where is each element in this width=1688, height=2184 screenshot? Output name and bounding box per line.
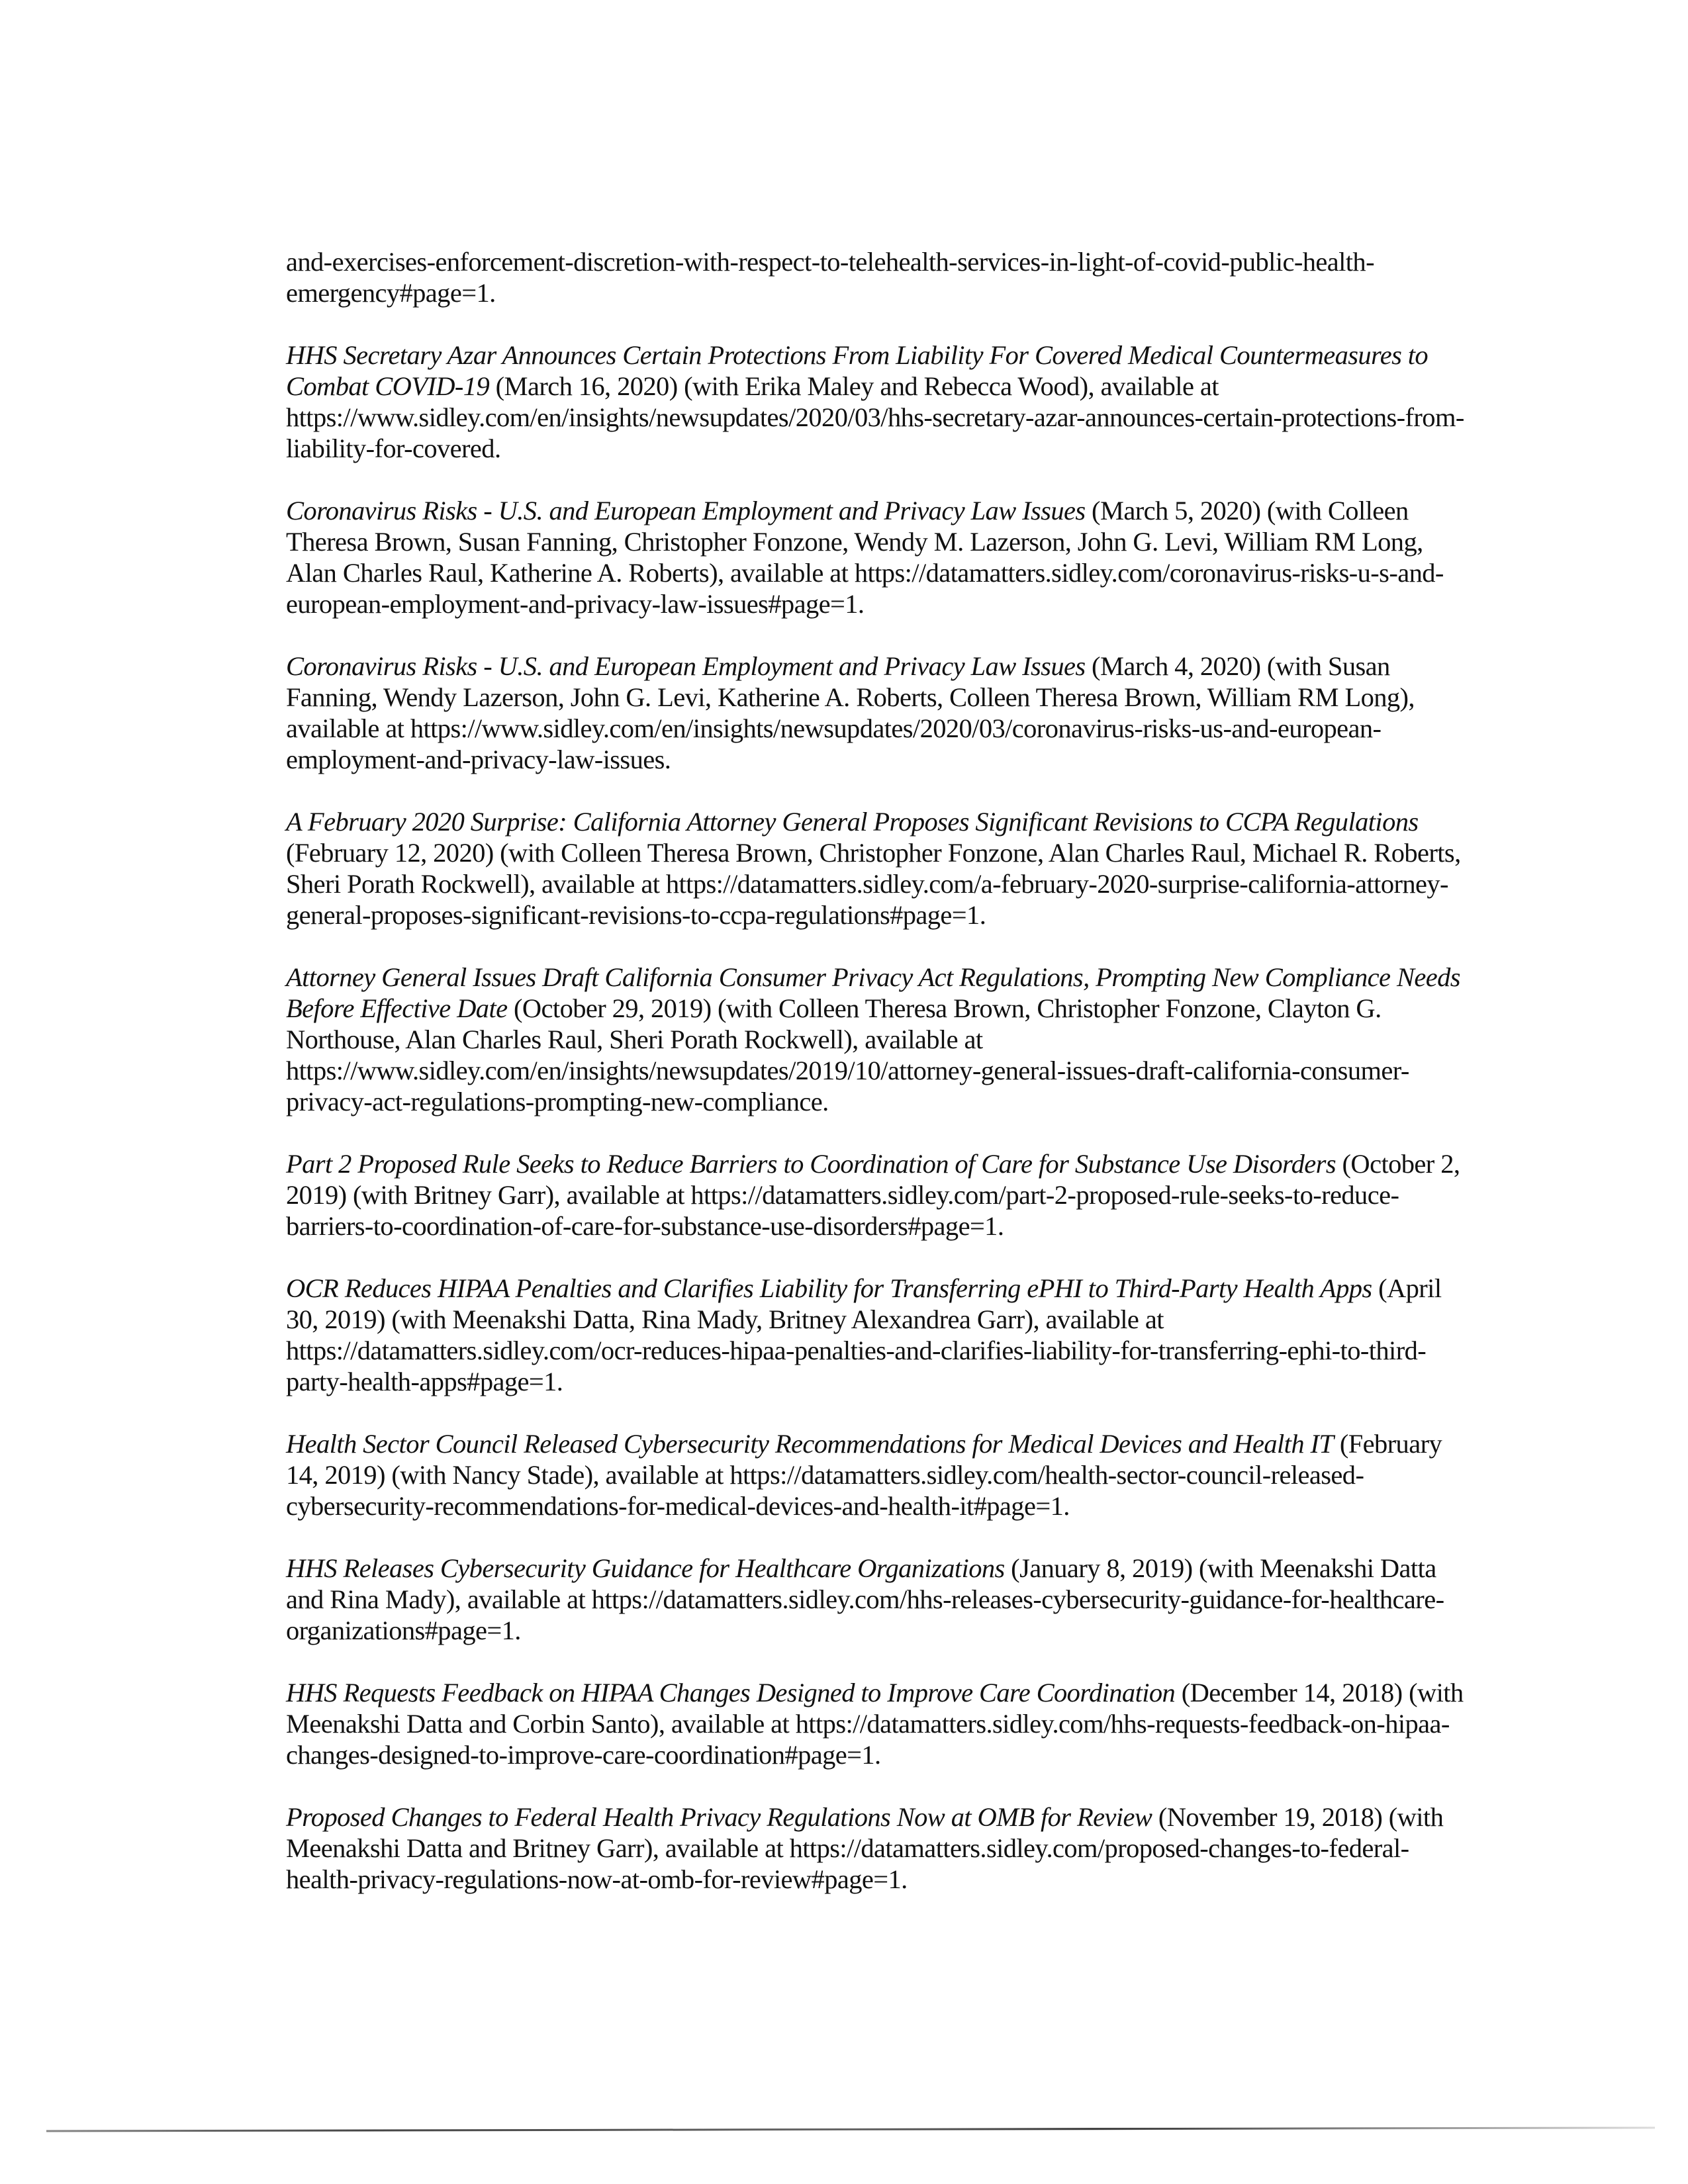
publication-title: Proposed Changes to Federal Health Privacy Regulations Now at OMB for Review xyxy=(286,1802,1152,1832)
publication-details: (October 29, 2019) (with Colleen Theresa Brown, Christopher Fonzone, Clayton G. Northouse, Alan Charles Raul, Sheri Porath Rockwell), available at https://www.sidley.com/en/insights/newsupdates/2019/10/attorney-general-issues-draft-california-consumer-privacy-act-regulations-prompting-new-compliance. xyxy=(286,993,1409,1116)
publication-entry xyxy=(286,1677,1477,1770)
publication-details: (October 2, 2019) (with Britney Garr), available at https://datamatters.sidley.com/part-2-proposed-rule-seeks-to-reduce-barriers-to-coordination-of-care-for-substance-use-disorders#page=1. xyxy=(286,1149,1460,1241)
publication-title: HHS Secretary Azar Announces Certain Protections From Liability For Covered Medical Countermeasures to Combat COVID-19 xyxy=(286,340,1429,401)
publication-entry xyxy=(286,1553,1477,1646)
publication-details: (January 8, 2019) (with Meenakshi Datta and Rina Mady), available at https://datamatters.sidley.com/hhs-releases-cybersecurity-guidance-for-healthcare-organizations#page=1. xyxy=(286,1553,1444,1645)
publication-title: Coronavirus Risks - U.S. and European Employment and Privacy Law Issues xyxy=(286,496,1086,525)
publication-details: (February 12, 2020) (with Colleen Theresa Brown, Christopher Fonzone, Alan Charles Raul, Michael R. Roberts, Sheri Porath Rockwell), available at https://datamatters.sidley.com/a-february-2020-surprise-california-attorney-general-proposes-significant-revisions-to-ccpa-regulations#page=1. xyxy=(286,838,1461,930)
publication-title: A February 2020 Surprise: California Attorney General Proposes Significant Revisions to CCPA Regulations xyxy=(286,807,1419,837)
publication-details: (March 16, 2020) (with Erika Maley and Rebecca Wood), available at https://www.sidley.com/en/insights/newsupdates/2020/03/hhs-secretary-azar-announces-certain-protections-from-liability-for-covered. xyxy=(286,371,1464,463)
publication-details: (March 5, 2020) (with Colleen Theresa Brown, Susan Fanning, Christopher Fonzone, Wendy M. Lazerson, John G. Levi, William RM Long, Alan Charles Raul, Katherine A. Roberts), available at https://datamatters.sidley.com/coronavirus-risks-u-s-and-european-employment-and-privacy-law-issues#page=1. xyxy=(286,496,1444,619)
publication-title: HHS Requests Feedback on HIPAA Changes Designed to Improve Care Coordination xyxy=(286,1678,1176,1707)
publication-title: HHS Releases Cybersecurity Guidance for Healthcare Organizations xyxy=(286,1553,1005,1583)
publication-entry xyxy=(286,495,1477,619)
continuation-text: and-exercises-enforcement-discretion-with-respect-to-telehealth-services-in-light-of-covid-public-health-emergency#page=1. xyxy=(286,247,1374,308)
document-body xyxy=(286,246,1477,1926)
publication-details: (February 14, 2019) (with Nancy Stade), available at https://datamatters.sidley.com/health-sector-council-released-cybersecurity-recommendations-for-medical-devices-and-health-it#page=1. xyxy=(286,1429,1442,1521)
publication-entry xyxy=(286,1801,1477,1895)
publication-list xyxy=(286,340,1477,1895)
publication-details: (March 4, 2020) (with Susan Fanning, Wendy Lazerson, John G. Levi, Katherine A. Roberts, Colleen Theresa Brown, William RM Long), available at https://www.sidley.com/en/insights/newsupdates/2020/03/coronavirus-risks-us-and-european-employment-and-privacy-law-issues. xyxy=(286,651,1415,774)
publication-entry xyxy=(286,1273,1477,1397)
publication-title: Coronavirus Risks - U.S. and European Employment and Privacy Law Issues xyxy=(286,651,1086,681)
publication-entry xyxy=(286,340,1477,464)
publication-details: (November 19, 2018) (with Meenakshi Datta and Britney Garr), available at https://datamatters.sidley.com/proposed-changes-to-federal-health-privacy-regulations-now-at-omb-for-review#page=1. xyxy=(286,1802,1444,1894)
publication-entry xyxy=(286,962,1477,1117)
publication-entry xyxy=(286,651,1477,775)
publication-entry xyxy=(286,806,1477,931)
publication-title: Attorney General Issues Draft California Consumer Privacy Act Regulations, Prompting New Compliance Needs Before Effective Date xyxy=(286,962,1460,1023)
publication-title: Part 2 Proposed Rule Seeks to Reduce Barriers to Coordination of Care for Substance Use Disorders xyxy=(286,1149,1336,1179)
publication-title: Health Sector Council Released Cybersecurity Recommendations for Medical Devices and Health IT xyxy=(286,1429,1334,1459)
publication-details: (December 14, 2018) (with Meenakshi Datta and Corbin Santo), available at https://datamatters.sidley.com/hhs-requests-feedback-on-hipaa-changes-designed-to-improve-care-coordination#page=1. xyxy=(286,1678,1464,1770)
publication-entry xyxy=(286,1428,1477,1522)
publication-title: OCR Reduces HIPAA Penalties and Clarifies Liability for Transferring ePHI to Third-Party Health Apps xyxy=(286,1273,1372,1303)
page-bottom-rule xyxy=(46,2126,1655,2132)
publication-details: (April 30, 2019) (with Meenakshi Datta, Rina Mady, Britney Alexandrea Garr), available at https://datamatters.sidley.com/ocr-reduces-hipaa-penalties-and-clarifies-liability-for-transferring-ephi-to-third-party-health-apps#page=1. xyxy=(286,1273,1442,1396)
publication-entry xyxy=(286,1148,1477,1242)
